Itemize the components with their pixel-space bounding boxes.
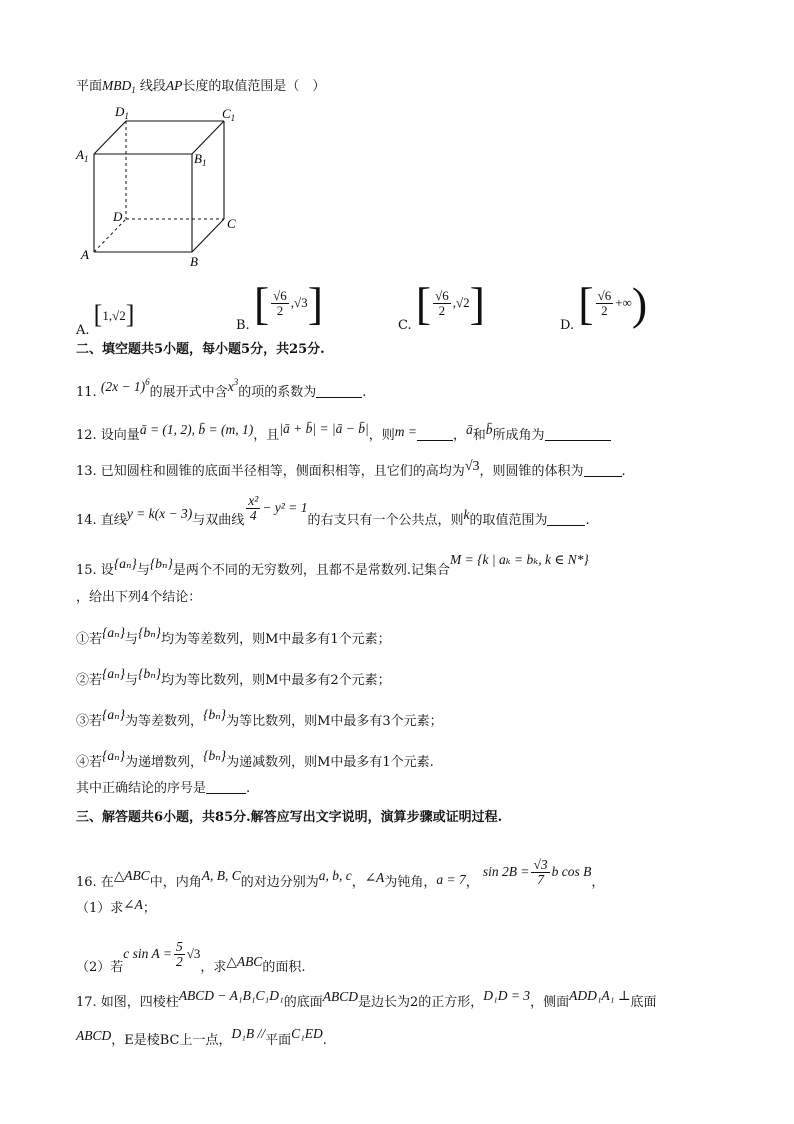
q16-line1 <box>76 857 605 897</box>
choice-c-letter: C. <box>398 318 412 333</box>
choice-b-right: ,√3 <box>290 295 308 310</box>
choice-d-right: +∞ <box>615 295 632 310</box>
label-b: B <box>190 254 198 269</box>
choice-b-close: ] <box>307 278 324 329</box>
q17-face: ADD₁A₁ ⊥ <box>569 988 631 1003</box>
q17-line2 <box>76 1026 327 1050</box>
q17-line1 <box>76 988 657 1012</box>
q15-c4-bn: {bₙ} <box>203 748 227 763</box>
choice-d-letter: D. <box>560 318 575 333</box>
q16-angle-a: ∠A <box>364 870 385 885</box>
q16-part1 <box>76 899 156 918</box>
choice-b[interactable] <box>236 277 324 333</box>
q12-text3: ， <box>452 428 466 443</box>
choice-d[interactable] <box>560 277 648 333</box>
q16-eq-lhs: sin 2B = <box>482 864 530 879</box>
q11 <box>76 378 366 402</box>
q12-text1: ，且 <box>253 428 280 443</box>
choice-b-letter: B. <box>236 318 250 333</box>
q15-c3-pre: ③若 <box>76 714 103 729</box>
q14-text1: 与双曲线 <box>192 513 245 528</box>
q13-value: √3 <box>464 459 480 474</box>
choice-c-den: 2 <box>438 303 446 318</box>
q13 <box>76 459 626 481</box>
q16-text1: 中，内角 <box>149 875 202 890</box>
label-a1: $A_1$ <box>76 147 89 164</box>
q12-b: b̄ <box>485 422 493 437</box>
choice-d-frac <box>596 289 614 318</box>
section-2-heading: 二、填空题共5小题，每小题5分，共25分. <box>76 342 325 357</box>
cube-figure <box>74 100 254 270</box>
q11-text1: 的展开式中含 <box>149 385 228 400</box>
q16-number: 16. 在 <box>76 875 114 890</box>
q16-p2-den: 2 <box>176 954 183 969</box>
q16-sides: a, b, c <box>318 868 352 883</box>
q15-c2-post: 均为等比数列，则M中最多有2个元素； <box>161 673 391 688</box>
q14-text3: 的取值范围为 <box>469 513 548 528</box>
q17-text4: 底面 <box>630 995 657 1010</box>
q17-line2-parallel: D₁B // <box>231 1026 266 1041</box>
q16-text4: 为钝角， <box>384 875 437 890</box>
q16-p2-mid: ，求 <box>200 960 227 975</box>
q16-angles: A, B, C <box>201 868 241 883</box>
q12-vectors: ā = (1, 2), b̄ = (m, 1) <box>139 422 254 437</box>
q15-final-text: 其中正确结论的序号是 <box>76 781 207 796</box>
q15-bn: {bₙ} <box>149 556 173 571</box>
choice-c-close: ] <box>469 278 485 329</box>
q15-text1: 是两个不同的无穷数列，且都不是常数列.记集合 <box>172 563 451 578</box>
choice-c-frac <box>433 289 451 318</box>
q15-c1-an: {aₙ} <box>102 625 126 640</box>
q15-c2-an: {aₙ} <box>102 666 126 681</box>
q16-eq-num: √3 <box>533 857 548 872</box>
q16-eq-den: 7 <box>537 872 544 887</box>
q14-k: k <box>463 507 470 522</box>
q11-number: 11. <box>76 385 97 400</box>
choice-d-close: ) <box>631 278 648 329</box>
intro-suffix: 长度的取值范围是（ ） <box>182 79 326 94</box>
q16-p2-lhs: c sin A = <box>123 946 173 961</box>
q12-text4: 所成角为 <box>492 428 545 443</box>
q16-p1-end: ； <box>142 901 156 916</box>
plane-mbd1 <box>102 78 136 93</box>
q15-conclusion-4 <box>76 748 434 772</box>
q16-p1-text: （1）求 <box>76 901 124 916</box>
q12 <box>76 421 611 445</box>
q15-an: {aₙ} <box>113 556 137 571</box>
q16-p1-angle: ∠A <box>123 897 143 912</box>
q15-and: 与 <box>136 563 150 578</box>
q11-expr <box>101 379 150 394</box>
q12-and: 和 <box>472 428 486 443</box>
q16-triangle: △ABC <box>113 868 150 883</box>
choice-d-open: [ <box>578 278 594 329</box>
q14-hyp-frac <box>246 494 260 523</box>
q15-c4-mid: 为递增数列， <box>125 755 204 770</box>
choice-a-left: 1, <box>102 308 113 323</box>
q14-end: . <box>585 513 590 528</box>
label-c1: $C_1$ <box>222 106 236 123</box>
choice-c-right: ,√2 <box>452 295 470 310</box>
q13-answer-blank[interactable] <box>584 463 622 477</box>
q15-c1-bn: {bₙ} <box>138 625 162 640</box>
choice-d-num: √6 <box>597 288 612 303</box>
q15-c4-an: {aₙ} <box>102 748 126 763</box>
q12-text2: ，则 <box>368 428 395 443</box>
label-d: D <box>113 209 123 224</box>
q15-c4-pre: ④若 <box>76 755 103 770</box>
q16-text6: ， <box>591 875 605 890</box>
q15-line1 <box>76 552 589 580</box>
q16-eq-rhs: b cos B <box>551 864 592 879</box>
q16-p2-num: 5 <box>176 939 183 954</box>
q11-term <box>228 379 239 394</box>
q15-final <box>76 780 250 798</box>
q16-part2 <box>76 939 306 982</box>
q15-c1-pre: ①若 <box>76 632 103 647</box>
q15-set: M = {k | aₖ = bₖ, k ∈ N*} <box>450 552 589 567</box>
q12-number: 12. 设向量 <box>76 428 140 443</box>
q16-p2-rhs: √3 <box>186 946 201 961</box>
intro-line <box>76 77 325 99</box>
q17-number: 17. 如图，四棱柱 <box>76 995 179 1010</box>
choice-b-num: √6 <box>273 288 287 303</box>
q14-hyp-rest: − y² = 1 <box>262 500 308 515</box>
choice-a-right: √2 <box>112 308 126 323</box>
q14-number: 14. 直线 <box>76 513 127 528</box>
q16-text5: ， <box>465 875 479 890</box>
q11-term-exp: 3 <box>233 377 239 387</box>
q17-text1: 的底面 <box>283 995 323 1010</box>
plane-name: MBD <box>102 78 132 93</box>
q15-answer-blank[interactable] <box>206 780 246 794</box>
q17-line2-text1: ，E是棱BC上一点， <box>111 1033 232 1048</box>
choice-b-frac <box>271 289 289 318</box>
q15-conclusion-2 <box>76 666 391 690</box>
q17-line2-base: ABCD <box>76 1028 112 1043</box>
q12-a: ā <box>465 422 473 437</box>
segment-ap: AP <box>165 78 183 93</box>
q15-c3-an: {aₙ} <box>102 707 126 722</box>
label-b1: $B_1$ <box>194 151 207 168</box>
q17-prism: ABCD − A₁B₁C₁D₁ <box>178 988 284 1003</box>
q12-condition: |ā + b̄| = |ā − b̄| <box>279 421 369 436</box>
choice-a-open: [ <box>93 300 103 329</box>
q12-m: m = <box>394 424 417 439</box>
q11-end: . <box>362 385 367 400</box>
q15-c3-mid: 为等差数列， <box>125 714 204 729</box>
q15-c1-post: 均为等差数列，则M中最多有1个元素； <box>161 632 391 647</box>
q16-eq-frac <box>531 858 549 887</box>
q15-c3-post: 为等比数列，则M中最多有3个元素； <box>226 714 443 729</box>
q12-m-blank[interactable] <box>417 427 453 441</box>
q15-conclusion-1 <box>76 625 391 649</box>
q17-text2: 是边长为2的正方形， <box>357 995 484 1010</box>
choice-d-den: 2 <box>601 303 608 318</box>
q16-a7: a = 7 <box>436 872 466 887</box>
choice-b-open: [ <box>253 278 270 329</box>
q11-text2: 的项的系数为 <box>238 385 317 400</box>
q16-p2-frac <box>174 940 185 969</box>
label-a: A <box>81 247 89 262</box>
q15-c2-bn: {bₙ} <box>138 666 162 681</box>
q15-c2-pre: ②若 <box>76 673 103 688</box>
q17-line2-end: . <box>322 1033 327 1048</box>
q13-end: . <box>621 464 626 479</box>
choice-a-letter: A. <box>76 323 90 338</box>
section-3-heading: 三、解答题共6小题，共85分.解答应写出文字说明，演算步骤或证明过程. <box>76 810 503 825</box>
q13-tail: ，则圆锥的体积为 <box>479 464 584 479</box>
q17-d1d: D₁D = 3 <box>483 988 531 1003</box>
intro-prefix: 平面 <box>76 79 103 94</box>
q16-text2: 的对边分别为 <box>240 875 319 890</box>
q15-line2: ，给出下列4个结论： <box>76 590 202 605</box>
q11-term-base: x <box>227 379 234 394</box>
choice-c-open: [ <box>415 278 432 329</box>
choice-b-den: 2 <box>276 303 284 318</box>
q11-expr-base: (2x − 1) <box>100 379 146 394</box>
q13-text: 13. 已知圆柱和圆锥的底面半径相等，侧面积相等，且它们的高均为 <box>76 464 465 479</box>
q16-p2-text: （2）若 <box>76 960 124 975</box>
q15-number: 15. 设 <box>76 563 114 578</box>
q16-p2-triangle: △ABC <box>226 954 263 969</box>
q12-angle-blank[interactable] <box>545 427 611 441</box>
q15-conclusion-3 <box>76 707 443 731</box>
q14-frac-num: x² <box>248 493 259 508</box>
q14 <box>76 493 590 535</box>
q15-final-end: . <box>246 781 251 796</box>
q15-c1-and: 与 <box>125 632 139 647</box>
intro-mid: 线段 <box>139 79 166 94</box>
plane-sub: 1 <box>131 85 136 95</box>
q17-base: ABCD <box>322 989 358 1004</box>
choice-a-close: ] <box>125 300 135 329</box>
q15-c4-post: 为递减数列，则M中最多有1个元素. <box>226 755 434 770</box>
q17-line2-text2: 平面 <box>265 1033 292 1048</box>
q14-frac-den: 4 <box>249 508 257 523</box>
q16-p2-end: 的面积. <box>262 960 306 975</box>
q15-c3-bn: {bₙ} <box>203 707 227 722</box>
q14-text2: 的右支只有一个公共点，则 <box>307 513 464 528</box>
choice-a[interactable] <box>76 300 135 338</box>
q17-text3: ，侧面 <box>530 995 570 1010</box>
choice-c[interactable] <box>398 277 485 333</box>
label-c: C <box>227 216 236 231</box>
q14-answer-blank[interactable] <box>547 512 585 526</box>
q11-expr-exp: 6 <box>145 377 150 387</box>
q17-line2-plane: C₁ED <box>291 1026 323 1041</box>
q15-c2-and: 与 <box>125 673 139 688</box>
q11-answer-blank[interactable] <box>316 384 362 398</box>
q16-text3: ， <box>351 875 365 890</box>
q14-line-eq: y = k(x − 3) <box>126 506 193 521</box>
choice-c-num: √6 <box>435 288 449 303</box>
label-d1: $D_1$ <box>115 104 129 121</box>
